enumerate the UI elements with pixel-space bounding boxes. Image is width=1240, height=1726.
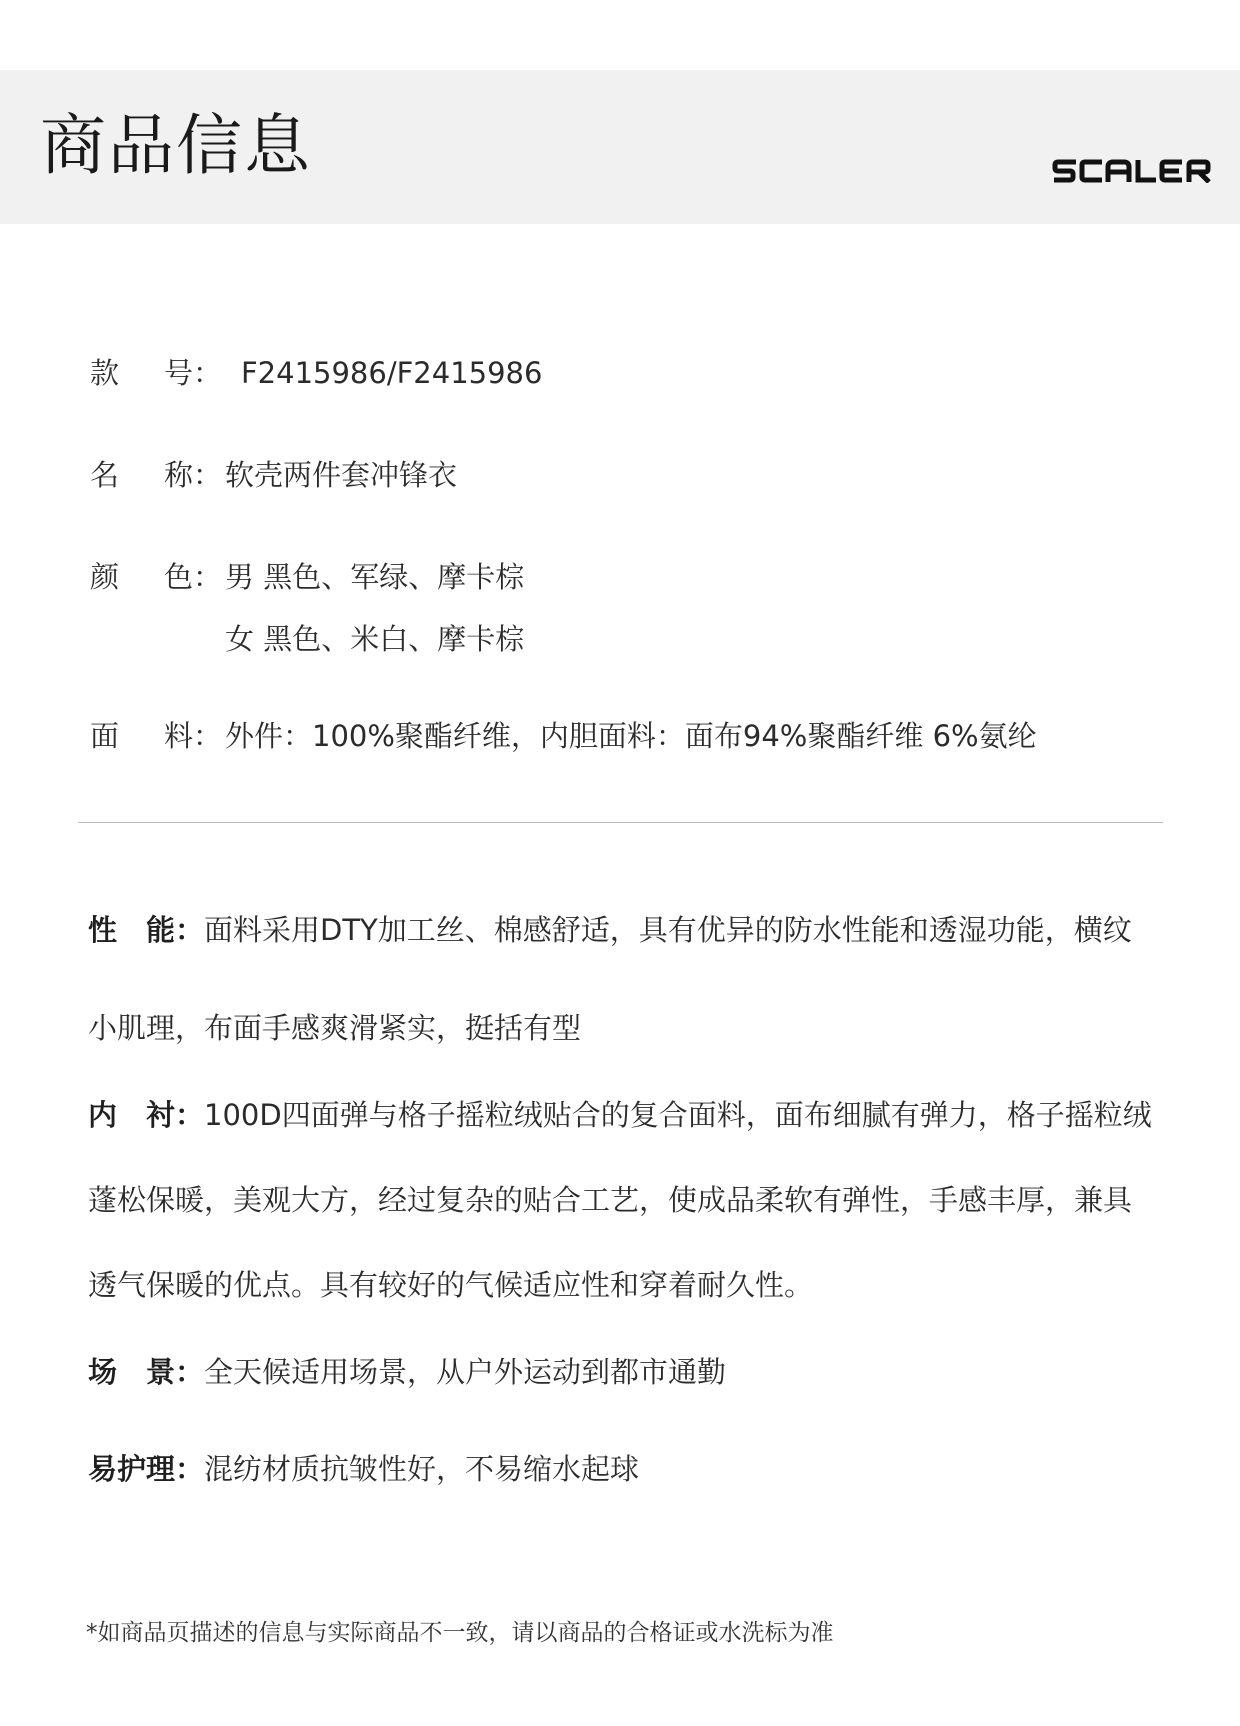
spec-label: 称： xyxy=(164,458,223,492)
spec-value-men: 男 黑色、军绿、摩卡棕 xyxy=(225,560,525,594)
spec-label: 面 xyxy=(90,719,120,753)
scaler-logo-icon xyxy=(1052,159,1212,183)
header-banner xyxy=(0,70,1240,224)
detail-lining-line1 xyxy=(88,1093,1178,1134)
detail-label: 内 衬： xyxy=(88,1098,205,1132)
page-title: 商品信息 xyxy=(40,107,312,184)
detail-text: 面料采用DTY加工丝、棉感舒适，具有优异的防水性能和透湿功能，横纹 xyxy=(204,913,1132,947)
spec-label: 号： xyxy=(164,356,223,390)
section-divider xyxy=(78,822,1163,823)
spec-label: 款 xyxy=(90,356,120,390)
detail-text: 混纺材质抗皱性好，不易缩水起球 xyxy=(204,1452,640,1486)
spec-value: 软壳两件套冲锋衣 xyxy=(225,458,458,492)
spec-label: 颜 xyxy=(90,560,120,594)
detail-label: 场 景： xyxy=(88,1355,205,1389)
brand-logo xyxy=(1052,159,1212,183)
spec-row-style-no xyxy=(90,353,542,393)
detail-performance-line1 xyxy=(88,908,1178,949)
detail-text: 100D四面弹与格子摇粒绒贴合的复合面料，面布细腻有弹力，格子摇粒绒 xyxy=(204,1098,1152,1132)
detail-lining-line3: 透气保暖的优点。具有较好的气候适应性和穿着耐久性。 xyxy=(88,1268,814,1302)
spec-row-color xyxy=(90,557,524,597)
detail-label: 易护理： xyxy=(88,1452,205,1486)
spec-row-fabric xyxy=(90,716,1037,756)
detail-label: 性 能： xyxy=(88,913,205,947)
detail-lining-line2: 蓬松保暖，美观大方，经过复杂的贴合工艺，使成品柔软有弹性，手感丰厚，兼具 xyxy=(88,1183,1133,1217)
spec-label: 料： xyxy=(164,719,223,753)
disclaimer-footnote: *如商品页描述的信息与实际商品不一致，请以商品的合格证或水洗标为准 xyxy=(86,1620,834,1646)
spec-label: 名 xyxy=(90,458,120,492)
spec-row-name xyxy=(90,455,457,495)
spec-value: 外件：100%聚酯纤维，内胆面料：面布94%聚酯纤维 6%氨纶 xyxy=(225,719,1037,753)
detail-care xyxy=(88,1447,1178,1488)
detail-text: 全天候适用场景，从户外运动到都市通勤 xyxy=(204,1355,727,1389)
spec-label: 色： xyxy=(164,560,223,594)
spec-value: F2415986/F2415986 xyxy=(241,356,543,390)
detail-scene xyxy=(88,1350,1178,1391)
spec-value-women: 女 黑色、米白、摩卡棕 xyxy=(225,622,525,656)
detail-performance-line2: 小肌理，布面手感爽滑紧实，挺括有型 xyxy=(88,1011,582,1045)
